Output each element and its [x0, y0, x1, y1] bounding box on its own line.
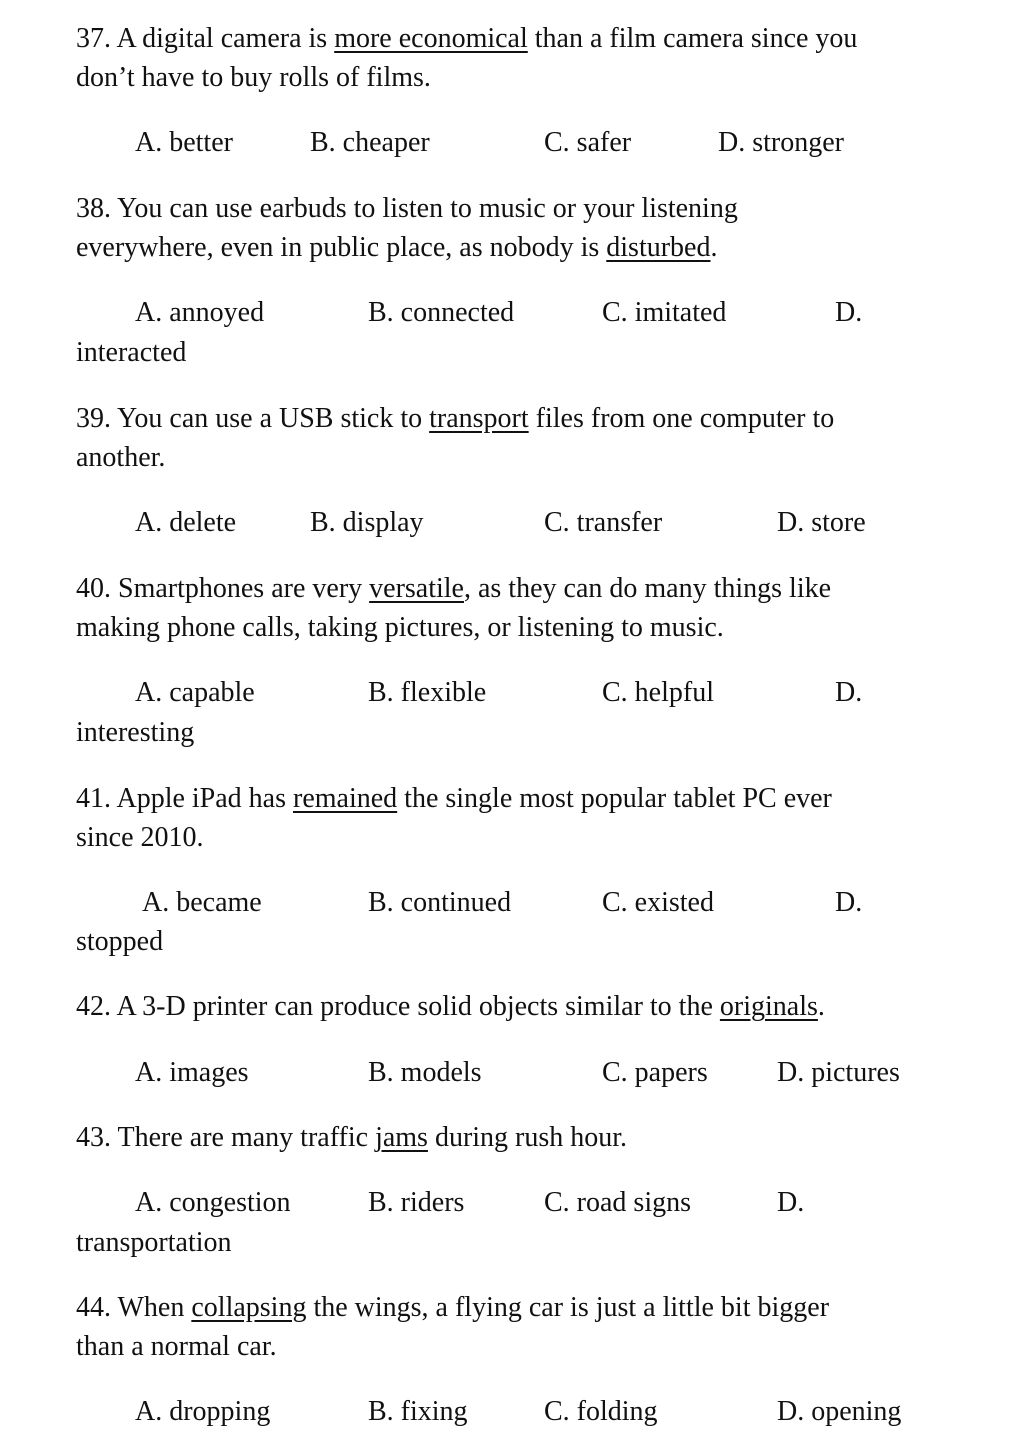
question-44-underlined: collapsing — [191, 1292, 307, 1323]
question-41-option-b[interactable]: B. continued — [368, 887, 512, 918]
question-43-text-post: during rush hour. — [427, 1122, 628, 1153]
question-40-number: 40. — [76, 573, 111, 604]
question-44-option-d[interactable]: D. opening — [777, 1396, 902, 1427]
question-40-line-1 — [76, 572, 831, 606]
question-38-text-pre: everywhere, even in public place, as nobody is — [76, 232, 607, 263]
question-41-number: 41. — [76, 783, 111, 814]
question-39-text-post: files from one computer to — [528, 403, 835, 434]
question-40-option-c[interactable]: C. helpful — [602, 677, 714, 708]
question-38-option-b[interactable]: B. connected — [368, 297, 515, 328]
question-43-option-b[interactable]: B. riders — [368, 1187, 465, 1218]
question-43-option-a[interactable]: A. congestion — [135, 1187, 291, 1218]
question-38-option-c[interactable]: C. imitated — [602, 297, 727, 328]
question-39-line-2: another. — [76, 442, 166, 473]
question-44-option-c[interactable]: C. folding — [544, 1396, 658, 1427]
question-41-text-pre: Apple iPad has — [116, 783, 293, 814]
question-44-text-pre: When — [117, 1292, 192, 1323]
question-42-option-d[interactable]: D. pictures — [777, 1057, 900, 1088]
question-44-line-2: than a normal car. — [76, 1331, 277, 1362]
question-42-text-pre: A 3-D printer can produce solid objects similar to the — [116, 991, 720, 1022]
question-41-option-d-text[interactable]: stopped — [76, 926, 164, 957]
question-44-option-b[interactable]: B. fixing — [368, 1396, 468, 1427]
question-41-text-post: the single most popular tablet PC ever — [397, 783, 832, 814]
question-42-underlined: originals — [719, 991, 818, 1022]
question-41-option-d[interactable]: D. — [835, 887, 863, 918]
question-41-underlined: remained — [293, 783, 398, 814]
question-37-option-d[interactable]: D. stronger — [718, 127, 844, 158]
question-37-underlined: more economical — [334, 23, 528, 54]
question-40-text-post: , as they can do many things like — [463, 573, 832, 604]
question-40-option-a[interactable]: A. capable — [135, 677, 255, 708]
question-44-number: 44. — [76, 1292, 111, 1323]
question-39-option-c[interactable]: C. transfer — [544, 507, 663, 538]
question-44-option-a[interactable]: A. dropping — [135, 1396, 271, 1427]
question-37-option-a[interactable]: A. better — [135, 127, 233, 158]
question-43-underlined: jams — [375, 1122, 428, 1153]
question-39-number: 39. — [76, 403, 111, 434]
question-40-option-b[interactable]: B. flexible — [368, 677, 487, 708]
question-43-text-pre: There are many traffic — [117, 1122, 376, 1153]
question-42-option-c[interactable]: C. papers — [602, 1057, 708, 1088]
question-40-option-d-text[interactable]: interesting — [76, 717, 195, 748]
question-38-option-d[interactable]: D. — [835, 297, 863, 328]
question-37-line-1 — [76, 22, 857, 56]
question-41-line-2: since 2010. — [76, 822, 204, 853]
question-41-line-1 — [76, 782, 832, 816]
question-40-underlined: versatile — [369, 573, 464, 604]
question-37-line-2: don’t have to buy rolls of films. — [76, 62, 431, 93]
question-39-line-1 — [76, 402, 834, 436]
question-38-number: 38. — [76, 193, 111, 224]
question-39-option-a[interactable]: A. delete — [135, 507, 237, 538]
question-43-option-c[interactable]: C. road signs — [544, 1187, 691, 1218]
question-42-option-a[interactable]: A. images — [135, 1057, 249, 1088]
question-39-option-d[interactable]: D. store — [777, 507, 866, 538]
question-43-line-1 — [76, 1121, 627, 1155]
question-41-option-c[interactable]: C. existed — [602, 887, 714, 918]
question-39-option-b[interactable]: B. display — [310, 507, 424, 538]
question-38-line-1 — [76, 192, 738, 226]
question-41-option-a[interactable]: A. became — [142, 887, 262, 918]
question-39-underlined: transport — [429, 403, 529, 434]
question-40-text-pre: Smartphones are very — [118, 573, 370, 604]
question-37-text-pre: A digital camera is — [116, 23, 335, 54]
question-43-number: 43. — [76, 1122, 111, 1153]
question-37-number: 37. — [76, 23, 111, 54]
question-38-text: You can use earbuds to listen to music or your listening — [116, 193, 738, 224]
question-42-option-b[interactable]: B. models — [368, 1057, 482, 1088]
question-40-line-2: making phone calls, taking pictures, or listening to music. — [76, 612, 724, 643]
question-39-text-pre: You can use a USB stick to — [116, 403, 430, 434]
question-38-option-d-text[interactable]: interacted — [76, 337, 187, 368]
question-43-option-d[interactable]: D. — [777, 1187, 805, 1218]
question-37-text-post: than a film camera since you — [527, 23, 858, 54]
question-42-number: 42. — [76, 991, 111, 1022]
question-42-line-1 — [76, 990, 825, 1024]
question-38-text-post: . — [710, 232, 718, 263]
question-44-text-post: the wings, a flying car is just a little bit bigger — [306, 1292, 830, 1323]
question-38-line-2 — [76, 231, 717, 265]
question-43-option-d-text[interactable]: transportation — [76, 1227, 232, 1258]
question-38-underlined: disturbed — [606, 232, 711, 263]
question-38-option-a[interactable]: A. annoyed — [135, 297, 265, 328]
question-44-line-1 — [76, 1291, 829, 1325]
question-40-option-d[interactable]: D. — [835, 677, 863, 708]
question-42-text-post: . — [817, 991, 825, 1022]
question-37-option-c[interactable]: C. safer — [544, 127, 632, 158]
question-37-option-b[interactable]: B. cheaper — [310, 127, 430, 158]
